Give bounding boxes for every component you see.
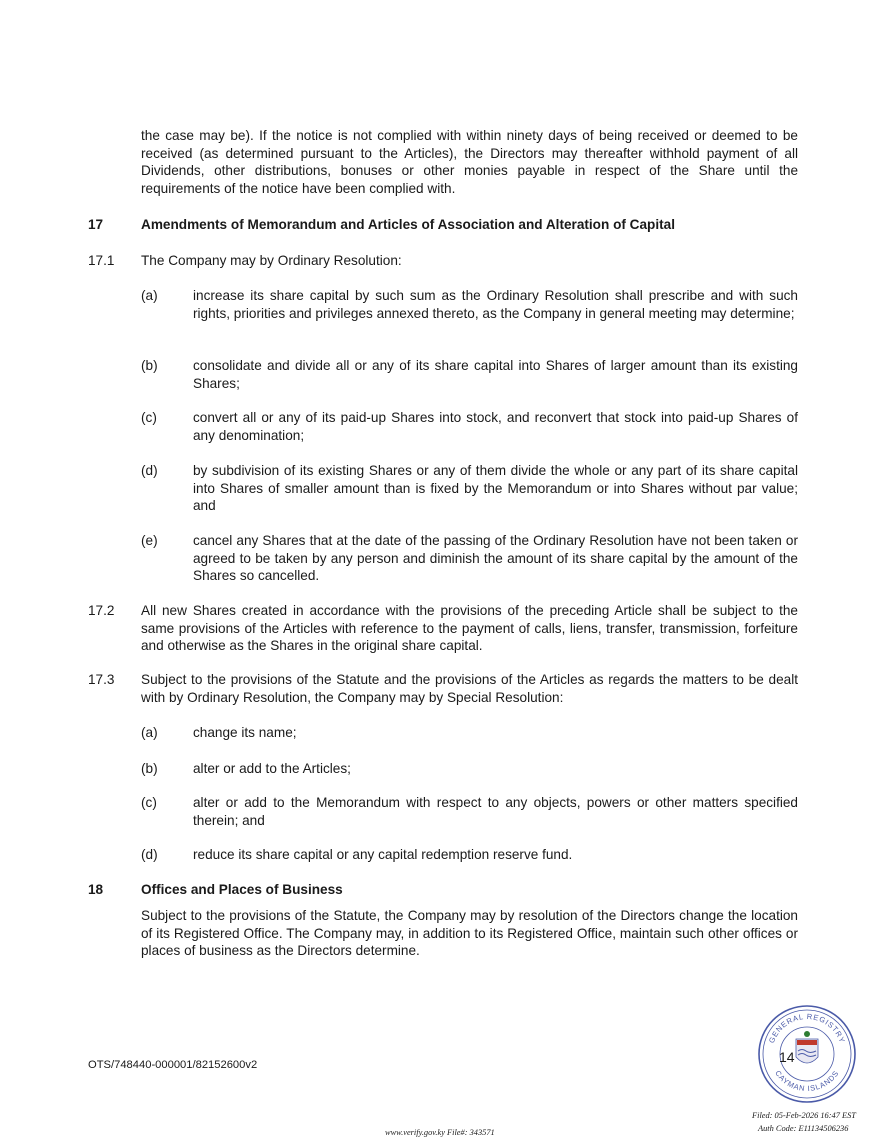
clause-number: 17.3	[88, 672, 115, 687]
section-title: Amendments of Memorandum and Articles of Association and Alteration of Capital	[141, 217, 675, 232]
list-label: (a)	[141, 725, 158, 740]
clause-text: The Company may by Ordinary Resolution:	[141, 253, 402, 268]
section-title: Offices and Places of Business	[141, 882, 343, 897]
seal-top-text: GENERAL REGISTRY	[766, 1011, 848, 1045]
list-label: (b)	[141, 358, 158, 373]
list-label: (b)	[141, 761, 158, 776]
list-text: cancel any Shares that at the date of the passing of the Ordinary Resolution have not been taken or agreed to be taken by any person and diminish the amount of its share capital by the amount of the Shares so cancelled.	[193, 533, 798, 584]
clause-number: 17.1	[88, 253, 115, 268]
list-label: (d)	[141, 847, 158, 862]
list-text: convert all or any of its paid-up Shares into stock, and reconvert that stock into paid-up Shares of any denomination;	[193, 410, 798, 443]
auth-code: Auth Code: E11134506236	[758, 1124, 849, 1133]
list-label: (e)	[141, 533, 158, 548]
section-number: 17	[88, 217, 104, 232]
section-17-heading	[88, 216, 808, 234]
list-text: change its name;	[193, 725, 297, 740]
section-18-heading	[88, 881, 808, 899]
list-text: by subdivision of its existing Shares or any of them divide the whole or any part of its share capital into Shares of smaller amount than is fixed by the Memorandum or into Shares without par value; and	[193, 463, 798, 514]
list-label: (a)	[141, 288, 158, 303]
document-reference: OTS/748440-000001/82152600v2	[88, 1059, 258, 1071]
intro-paragraph: the case may be). If the notice is not complied with within ninety days of being received or deemed to be received (as determined pursuant to the Articles), the Directors may thereafter withhold payment of all Dividends, other distributions, bonuses or other monies payable in respect of the Share until the requirements of the notice have been complied with.	[141, 128, 798, 196]
section-18-text: Subject to the provisions of the Statute, the Company may by resolution of the Directors change the location of its Registered Office. The Company may, in addition to its Registered Office, maintain such other offices or places of business as the Directors determine.	[141, 908, 798, 959]
list-text: increase its share capital by such sum as the Ordinary Resolution shall prescribe and with such rights, priorities and privileges annexed thereto, as the Company in general meeting may determine;	[193, 288, 798, 321]
list-text: alter or add to the Memorandum with respect to any objects, powers or other matters specified therein; and	[193, 795, 798, 828]
list-text: alter or add to the Articles;	[193, 761, 351, 776]
clause-text: Subject to the provisions of the Statute and the provisions of the Articles as regards the matters to be dealt with by Ordinary Resolution, the Company may by Special Resolution:	[141, 672, 798, 705]
coat-of-arms-icon	[796, 1031, 818, 1063]
clause-text: All new Shares created in accordance with the provisions of the preceding Article shall be subject to the same provisions of the Articles with reference to the payment of calls, liens, transfer, transmission, forfeiture and otherwise as the Shares in the original share capital.	[141, 603, 798, 654]
list-label: (c)	[141, 795, 157, 810]
filing-stamp	[752, 1109, 856, 1135]
registry-seal-icon	[756, 1003, 858, 1105]
list-text: consolidate and divide all or any of its share capital into Shares of larger amount than its existing Shares;	[193, 358, 798, 391]
list-label: (d)	[141, 463, 158, 478]
clause-number: 17.2	[88, 603, 115, 618]
list-label: (c)	[141, 410, 157, 425]
list-text: reduce its share capital or any capital redemption reserve fund.	[193, 847, 573, 862]
section-number: 18	[88, 882, 104, 897]
page-number: 14	[779, 1049, 795, 1065]
seal-bottom-text: CAYMAN ISLANDS	[773, 1068, 841, 1094]
filed-date: Filed: 05-Feb-2026 16:47 EST	[752, 1111, 856, 1120]
verify-url: www.verify.gov.ky File#: 343571	[385, 1128, 495, 1137]
